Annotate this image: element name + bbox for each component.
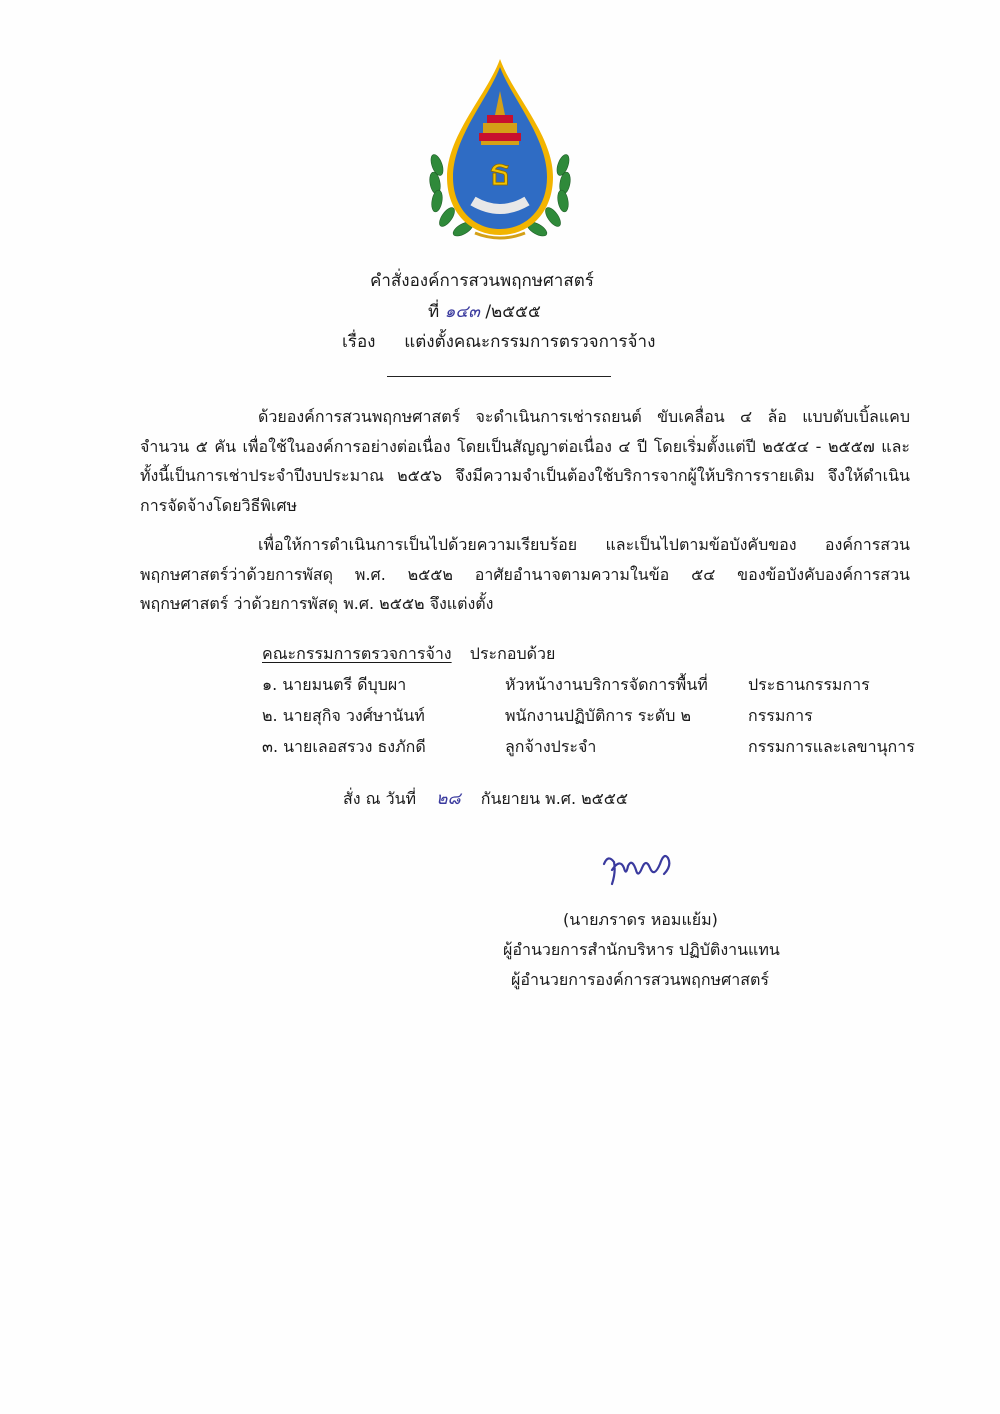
member-role: กรรมการและเลขานุการ	[748, 737, 915, 756]
date-day-handwritten: ๒๘	[436, 789, 461, 809]
member-role: กรรมการ	[748, 706, 813, 725]
signatory-title-2: ผู้อำนวยการองค์การสวนพฤกษศาสตร์	[511, 970, 769, 989]
member-role: ประธานกรรมการ	[748, 675, 870, 694]
signatory-title-1: ผู้อำนวยการสำนักบริหาร ปฏิบัติงานแทน	[503, 940, 780, 959]
order-number-handwritten: ๑๔๓	[444, 302, 480, 322]
date-prefix: สั่ง ณ วันที่	[343, 789, 417, 808]
member-name: ๑. นายมนตรี ดีบุบผา	[262, 675, 407, 694]
signatory-name: (นายภราดร หอมแย้ม)	[563, 910, 718, 929]
paragraph-1: ด้วยองค์การสวนพฤกษศาสตร์ จะดำเนินการเช่ารถยนต์ ขับเคลื่อน ๔ ล้อ แบบดับเบิ้ลแคบ จำนวน ๕ คัน เพื่อใช้ในองค์การอย่างต่อเนื่อง โดยเป็นสัญญาต่อเนื่อง ๔ ปี โดยเริ่มตั้งแต่ปี ๒๕๕๔ - ๒๕๕๗ และทั้งนี้เป็นการเช่าประจำปีงบประมาณ ๒๕๕๖ จึงมีความจำเป็นต้องใช้บริการจากผู้ให้บริการรายเดิม จึงให้ดำเนินการจัดจ้างโดยวิธีพิเศษ	[140, 407, 910, 515]
member-position: หัวหน้างานบริการจัดการพื้นที่	[505, 675, 708, 694]
member-name: ๒. นายสุกิจ วงศ์ษานันท์	[262, 706, 425, 725]
organization-emblem-icon	[425, 55, 575, 245]
svg-text:ธ: ธ	[488, 150, 512, 194]
handwritten-signature-icon	[598, 844, 678, 892]
paragraph-2: เพื่อให้การดำเนินการเป็นไปด้วยความเรียบร้อย และเป็นไปตามข้อบังคับของ องค์การสวนพฤกษศาสตร์ว่าด้วยการพัสดุ พ.ศ. ๒๕๕๒ อาศัยอำนาจตามความในข้อ ๕๔ ของข้อบังคับองค์การสวนพฤกษศาสตร์ ว่าด้วยการพัสดุ พ.ศ. ๒๕๕๒ จึงแต่งตั้ง	[140, 535, 910, 613]
committee-heading	[262, 642, 555, 667]
subject-label: เรื่อง	[342, 332, 376, 352]
committee-member-row	[0, 704, 1000, 732]
title-divider	[387, 376, 611, 377]
order-number	[428, 298, 541, 325]
subject-text: แต่งตั้งคณะกรรมการตรวจการจ้าง	[404, 332, 656, 352]
order-number-suffix: /๒๕๕๕	[485, 302, 541, 322]
order-title: คำสั่งองค์การสวนพฤกษศาสตร์	[370, 271, 594, 291]
committee-member-row	[0, 673, 1000, 701]
member-position: ลูกจ้างประจำ	[505, 737, 597, 756]
order-date	[343, 785, 628, 812]
committee-member-row	[0, 735, 1000, 763]
member-name: ๓. นายเลอสรวง ธงภักดี	[262, 737, 426, 756]
committee-heading-title: คณะกรรมการตรวจการจ้าง	[262, 644, 452, 663]
order-number-label: ที่	[428, 302, 440, 322]
date-month-year: กันยายน พ.ศ. ๒๕๕๕	[480, 789, 628, 808]
order-subject	[342, 328, 655, 355]
committee-heading-suffix: ประกอบด้วย	[469, 644, 556, 663]
member-position: พนักงานปฏิบัติการ ระดับ ๒	[505, 706, 692, 725]
